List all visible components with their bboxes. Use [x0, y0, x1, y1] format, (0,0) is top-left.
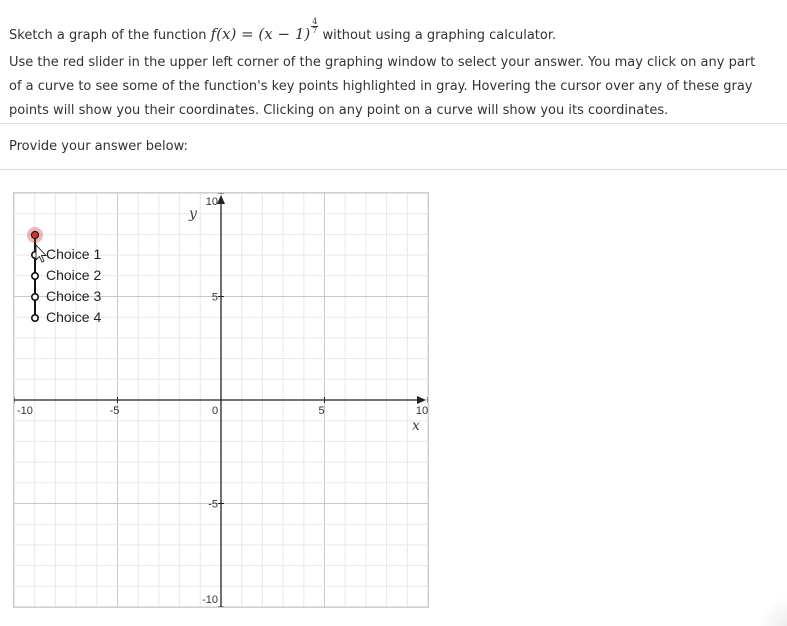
- x-tick-label: -5: [109, 405, 120, 417]
- y-tick-label: 10: [205, 196, 218, 208]
- exponent-fraction: [311, 18, 318, 35]
- slider-choice-2[interactable]: Choice 2: [46, 267, 102, 283]
- cursor-pointer-icon: [36, 245, 46, 262]
- y-tick-label: 5: [211, 291, 218, 304]
- slider-choice-dot[interactable]: [32, 315, 38, 321]
- question-prefix: Sketch a graph of the function: [9, 28, 207, 43]
- x-tick-label: 5: [318, 405, 325, 417]
- slider-choice-3[interactable]: Choice 3: [46, 288, 102, 304]
- y-axis-arrow: [217, 195, 225, 204]
- y-tick-label: -10: [202, 594, 218, 606]
- x-axis-arrow: [417, 396, 426, 404]
- slider-choice-dot[interactable]: [32, 294, 38, 300]
- y-axis-label: y: [189, 206, 197, 222]
- function-lhs: f(x) = (x − 1): [210, 25, 311, 43]
- exponent-numerator: 4: [312, 17, 318, 26]
- x-axis-label: x: [412, 418, 420, 434]
- divider-top: [0, 123, 787, 124]
- slider-choice-dot[interactable]: [32, 273, 38, 279]
- function-expression: [210, 17, 319, 43]
- y-tick-label: -5: [208, 498, 218, 511]
- slider-handle[interactable]: [31, 231, 38, 238]
- instructions-text: Use the red slider in the upper left corner of the graphing window to select your answer. You may click on any part of a curve to see some of the function's key points highlighted in gray. Hovering the cursor over any of these gray points will show you their coordinates. Clicking on any point on a curve will show you its coordinates.: [9, 55, 756, 118]
- x-tick-label: -10: [17, 405, 33, 417]
- corner-shadow: [757, 596, 787, 626]
- exponent-denominator: 7: [312, 26, 318, 35]
- divider-bottom: [0, 169, 787, 170]
- question-text: [9, 18, 556, 45]
- slider-choice-1[interactable]: Choice 1: [46, 246, 102, 262]
- x-tick-label: 0: [211, 405, 219, 417]
- answer-prompt: Provide your answer below:: [9, 139, 188, 154]
- slider-choice-4[interactable]: Choice 4: [46, 309, 102, 325]
- x-tick-label: 10: [415, 405, 428, 417]
- question-suffix: without using a graphing calculator.: [322, 28, 557, 43]
